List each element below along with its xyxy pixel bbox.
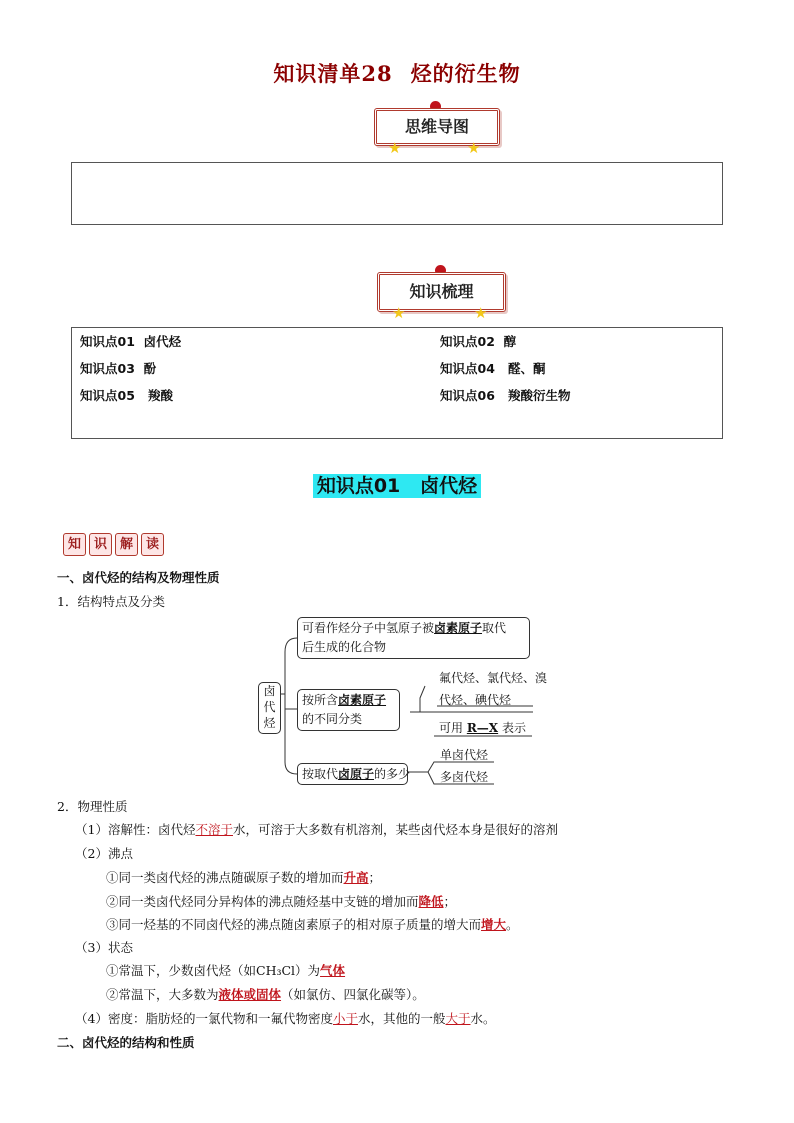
- text-line: （1）溶解性：卤代烃不溶于水，可溶于大多数有机溶剂，某些卤代烃本身是很好的溶剂: [75, 822, 558, 837]
- part1-heading: 一、卤代烃的结构及物理性质: [57, 570, 220, 585]
- text-line: ②常温下，大多数为液体或固体（如氯仿、四氯化碳等）。: [106, 987, 425, 1002]
- star-icon: ★: [474, 304, 488, 322]
- section-num: 知识点01: [316, 475, 401, 497]
- title-main: 知识清单28: [273, 61, 393, 86]
- interpretation-char: 知: [63, 533, 86, 556]
- diagram-node-by-count: 按取代卤原子的多少: [297, 763, 408, 785]
- diagram-leaf: 代烃、碘代烃: [439, 693, 512, 707]
- section-name: 卤代烃: [420, 475, 478, 497]
- star-icon: ★: [388, 139, 402, 157]
- diagram-root: 卤代烃: [258, 682, 281, 734]
- diagram-leaf: 单卤代烃: [440, 748, 489, 762]
- text-line: ①常温下，少数卤代烃（如CH₃Cl）为气体: [106, 963, 346, 978]
- star-icon: ★: [392, 304, 406, 322]
- diagram-leaf: 氟代烃、氯代烃、溴: [439, 671, 548, 685]
- text-line: （4）密度：脂肪烃的一氯代物和一氟代物密度小于水，其他的一般大于水。: [75, 1011, 496, 1026]
- diagram-node-definition: 可看作烃分子中氢原子被卤素原子取代 后生成的化合物: [297, 617, 530, 659]
- diagram-node-by-halogen: 按所含卤素原子 的不同分类: [297, 689, 400, 731]
- knowledge-badge-label: 知识梳理: [409, 282, 474, 301]
- outline-item[interactable]: 知识点03 酚: [80, 361, 157, 376]
- text-line: （2）沸点: [75, 846, 133, 861]
- interpretation-char: 读: [141, 533, 164, 556]
- diagram-leaf: 多卤代烃: [440, 770, 489, 784]
- diagram-leaf: 可用 R—X 表示: [439, 721, 526, 735]
- outline-item[interactable]: 知识点05 羧酸: [80, 388, 173, 403]
- mindmap-badge-label: 思维导图: [404, 117, 469, 136]
- outline-item[interactable]: 知识点06 羧酸衍生物: [440, 388, 571, 403]
- text-line: ②同一类卤代烃同分异构体的沸点随烃基中支链的增加而降低；: [106, 894, 457, 909]
- text-line: （3）状态: [75, 940, 133, 955]
- subheading: 2．物理性质: [57, 799, 128, 814]
- outline-item[interactable]: 知识点04 醛、酮: [440, 361, 546, 376]
- interpretation-char: 解: [115, 533, 138, 556]
- title-sub: 烃的衍生物: [410, 61, 521, 86]
- star-icon: ★: [467, 139, 481, 157]
- text-line: ①同一类卤代烃的沸点随碳原子数的增加而升高；: [106, 870, 382, 885]
- text-line: ③同一烃基的不同卤代烃的沸点随卤素原子的相对原子质量的增大而增大。: [106, 917, 519, 932]
- outline-item[interactable]: 知识点02 醇: [440, 334, 517, 349]
- subheading: 1．结构特点及分类: [57, 594, 165, 609]
- outline-item[interactable]: 知识点01 卤代烃: [80, 334, 182, 349]
- part2-heading: 二、卤代烃的结构和性质: [57, 1035, 195, 1050]
- interpretation-char: 识: [89, 533, 112, 556]
